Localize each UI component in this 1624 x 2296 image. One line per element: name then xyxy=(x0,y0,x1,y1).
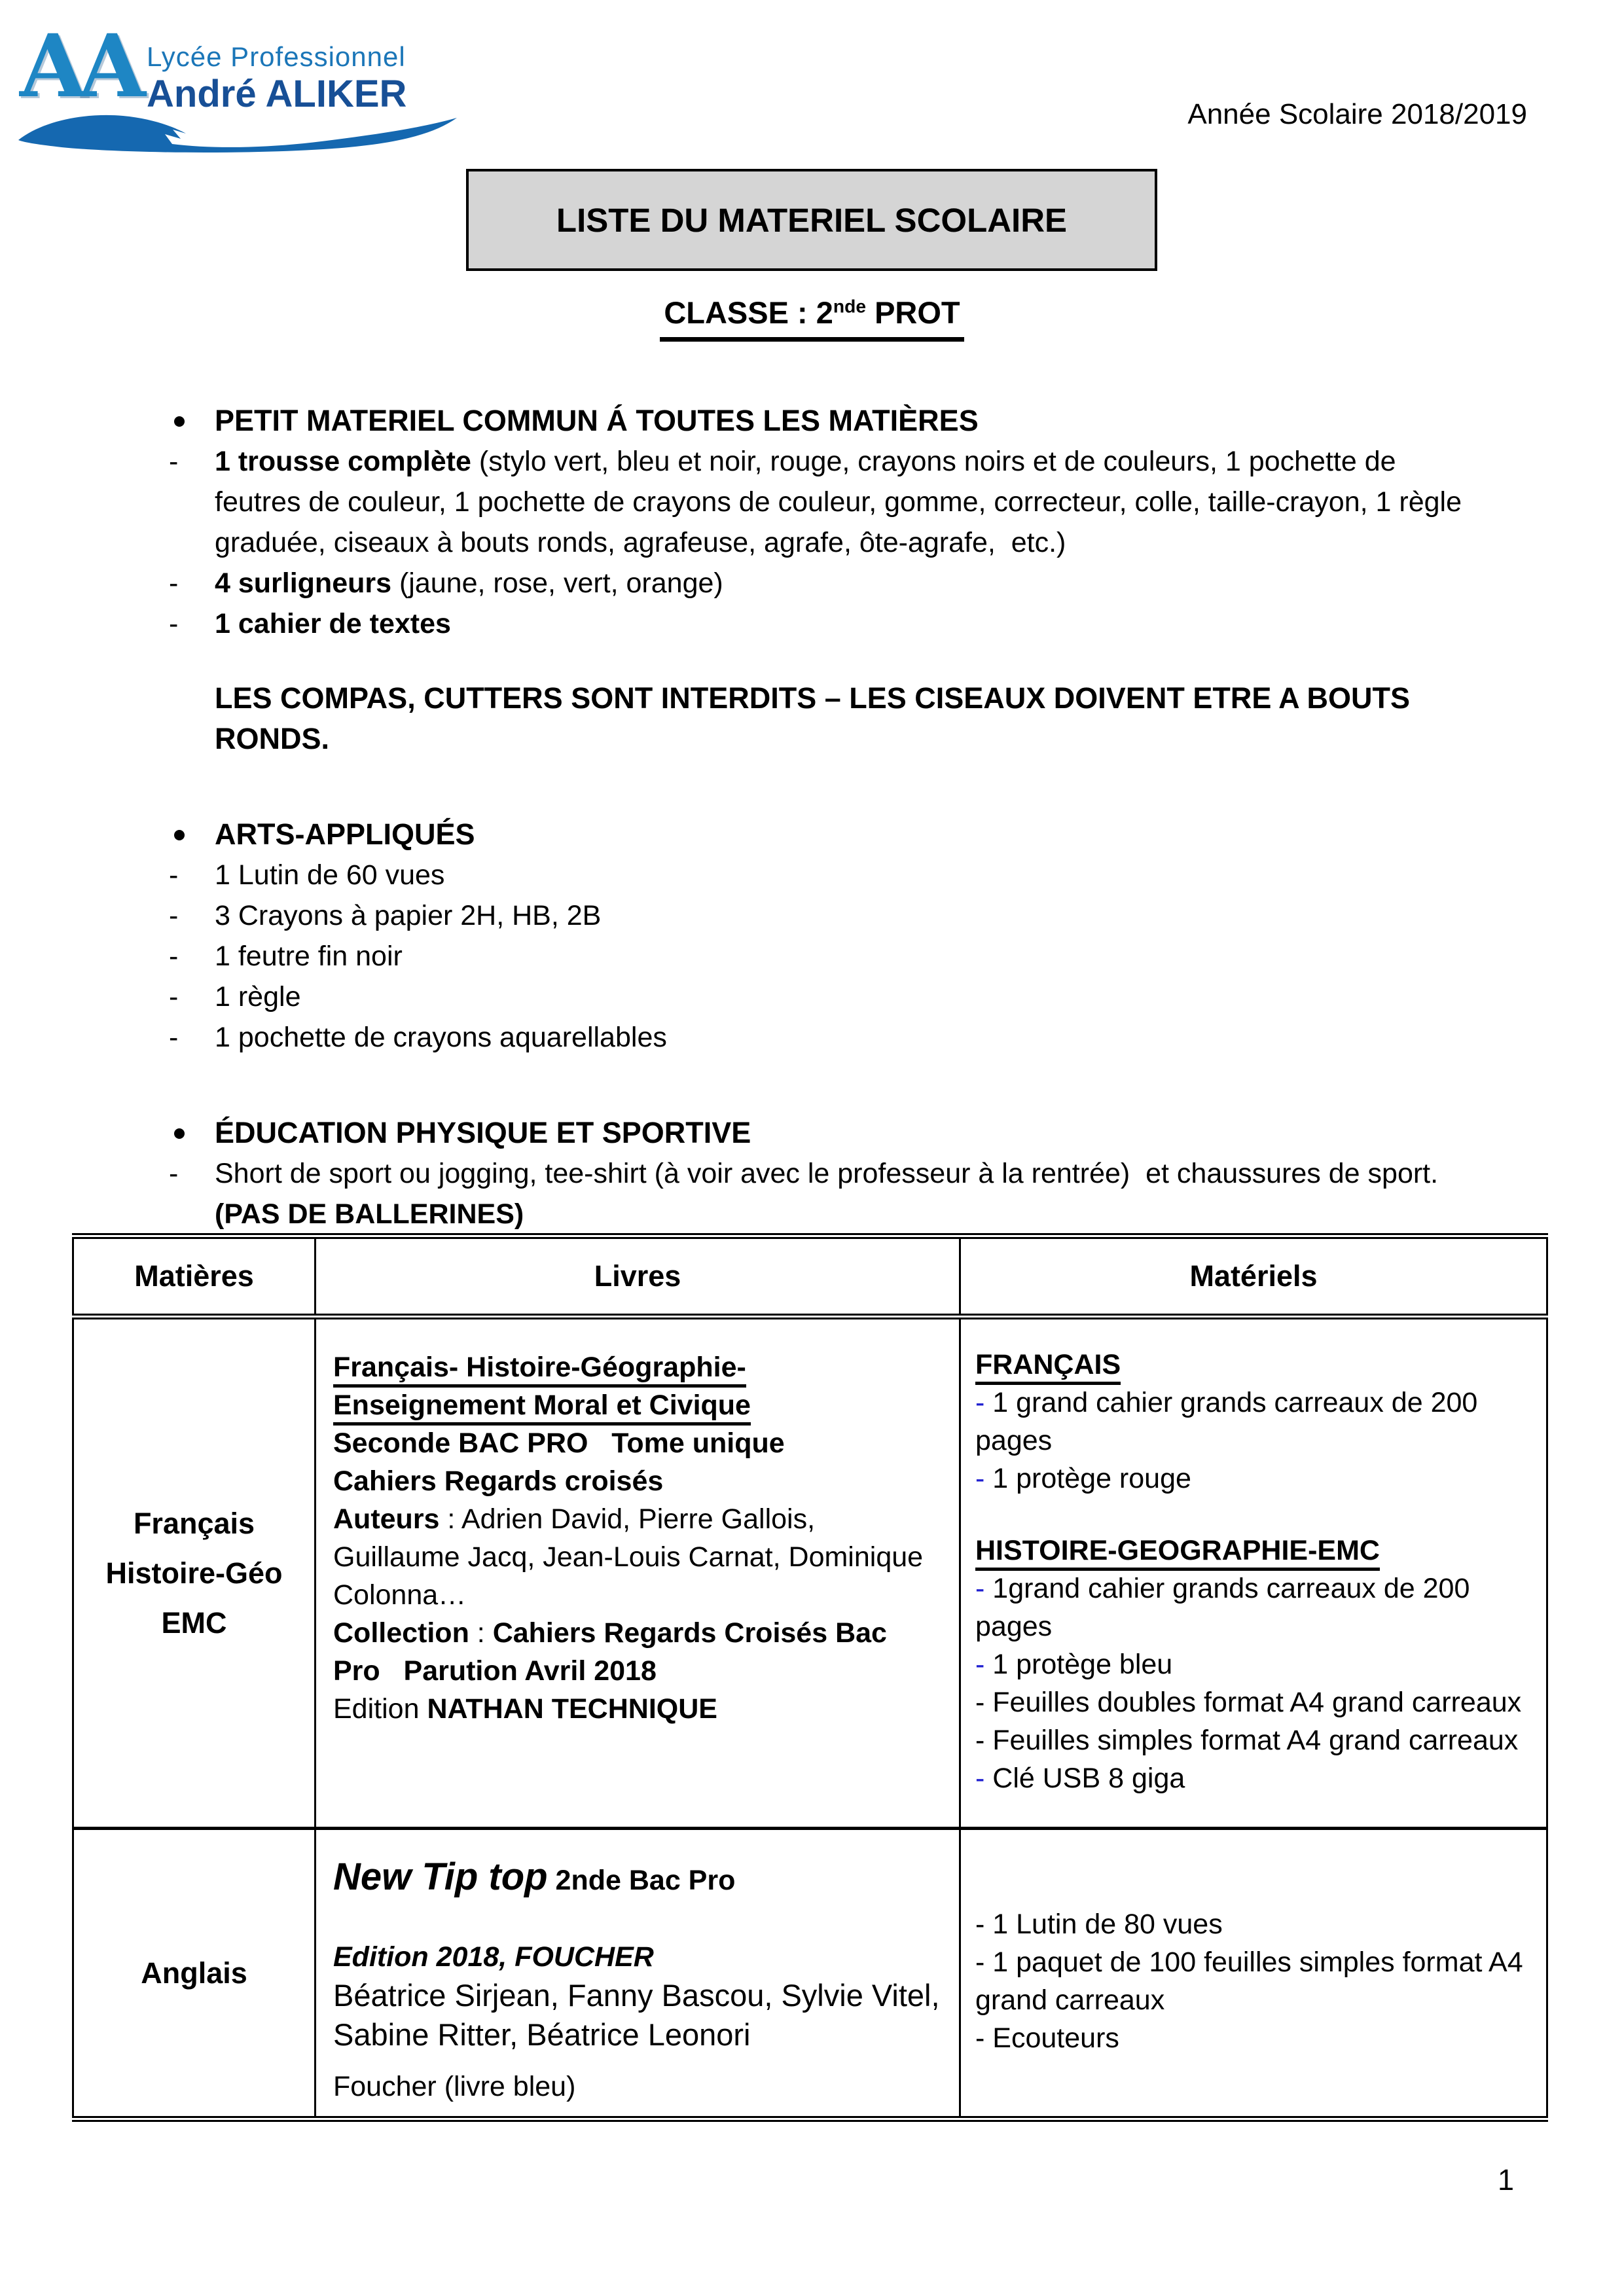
text: 1 protège bleu xyxy=(992,1649,1173,1680)
logo-text xyxy=(147,43,406,113)
text: 1 Lutin de 60 vues xyxy=(215,859,445,891)
text: Feuilles simples format A4 grand carreaux xyxy=(992,1725,1519,1756)
text: Enseignement Moral et Civique xyxy=(333,1390,751,1426)
text: EMC xyxy=(161,1605,227,1640)
cell-line xyxy=(333,1462,947,1500)
class-title xyxy=(660,295,964,342)
text: 1 protège rouge xyxy=(992,1463,1191,1494)
class-prefix: CLASSE : 2 xyxy=(664,295,833,330)
supplies-table xyxy=(72,1233,1548,2122)
section-heading xyxy=(164,1113,1470,1153)
cell-line xyxy=(333,1690,947,1728)
dash-icon: - xyxy=(975,1763,993,1794)
cell-line xyxy=(75,1554,314,1592)
dash-icon: - xyxy=(169,941,179,972)
logo-school-type: Lycée Professionnel xyxy=(147,41,406,72)
dash-icon: - xyxy=(169,900,179,931)
dash-icon: - xyxy=(169,859,179,891)
dash-icon: - xyxy=(975,1946,993,1978)
table-row xyxy=(73,1829,1547,2119)
list-item xyxy=(164,895,1470,936)
text: ARTS-APPLIQUÉS xyxy=(215,817,475,851)
text: 1 trousse complète (stylo vert, bleu et noir, rouge, crayons noirs et de couleurs, 1 pochette de feutres de couleur, 1 pochette de crayons de couleur, gomme, correcteur, colle, taille-crayon, 1 règle graduée, ciseaux à bouts ronds, agrafeuse, agrafe, ôte-agrafe, etc.) xyxy=(215,446,1462,558)
text: LES COMPAS, CUTTERS SONT INTERDITS – LES CISEAUX DOIVENT ETRE A BOUTS RONDS. xyxy=(215,681,1410,755)
list-item xyxy=(164,603,1470,644)
text: Foucher (livre bleu) xyxy=(333,2071,576,2102)
cell-line xyxy=(333,1424,947,1462)
bullet-icon xyxy=(174,416,185,427)
class-suffix: PROT xyxy=(866,295,960,330)
text: Edition 2018, FOUCHER xyxy=(333,1941,654,1973)
spacer xyxy=(333,1904,947,1938)
cell-line xyxy=(75,1604,314,1642)
cell-line xyxy=(333,1976,947,2054)
dash-icon: - xyxy=(975,1908,993,1940)
spacer xyxy=(975,1498,1537,1532)
dash-icon: - xyxy=(975,1649,993,1680)
text: Français- Histoire-Géographie- xyxy=(333,1352,746,1388)
cell-matiere xyxy=(73,1829,316,2119)
cell-materiels xyxy=(960,1317,1547,1829)
cell-line xyxy=(333,1386,947,1424)
text: Feuilles doubles format A4 grand carreaux xyxy=(992,1687,1522,1718)
list-item xyxy=(164,936,1470,977)
text: 1 règle xyxy=(215,981,301,1013)
dash-icon: - xyxy=(169,446,179,477)
cell-line xyxy=(975,1460,1537,1498)
bullet-icon xyxy=(174,1128,185,1139)
text: 1 feutre fin noir xyxy=(215,941,403,972)
cell-matiere xyxy=(73,1317,316,1829)
cell-line xyxy=(975,1683,1537,1721)
logo-swoosh-icon xyxy=(17,111,461,160)
class-ordinal-sup: nde xyxy=(833,295,867,317)
text: 1grand cahier grands carreaux de 200 pages xyxy=(975,1573,1470,1642)
class-line xyxy=(0,295,1624,342)
list-item xyxy=(164,1017,1470,1058)
cell-line xyxy=(333,1614,947,1690)
spacer xyxy=(333,2054,947,2068)
cell-line xyxy=(975,1384,1537,1460)
cell-line xyxy=(975,1721,1537,1759)
cell-line xyxy=(333,1348,947,1386)
list-item xyxy=(164,1153,1470,1234)
cell-line xyxy=(975,1570,1537,1645)
list-item xyxy=(164,855,1470,895)
cell-line xyxy=(333,1500,947,1614)
supplies-list xyxy=(164,401,1470,1234)
text: Cahiers Regards croisés xyxy=(333,1465,664,1497)
logo-school-name: André ALIKER xyxy=(147,73,407,115)
text: 1 Lutin de 80 vues xyxy=(992,1908,1223,1940)
list-item xyxy=(164,441,1470,563)
document-title: LISTE DU MATERIEL SCOLAIRE xyxy=(556,201,1068,239)
text: Béatrice Sirjean, Fanny Bascou, Sylvie Vitel, Sabine Ritter, Béatrice Leonori xyxy=(333,1978,940,2052)
cell-line xyxy=(975,2019,1537,2057)
text: 3 Crayons à papier 2H, HB, 2B xyxy=(215,900,602,931)
text: Seconde BAC PRO Tome unique xyxy=(333,1427,785,1459)
dash-icon: - xyxy=(975,1573,993,1604)
cell-line xyxy=(333,2068,947,2106)
cell-line xyxy=(975,1532,1537,1570)
document-title-box xyxy=(466,169,1157,271)
list-item xyxy=(164,977,1470,1017)
text: Ecouteurs xyxy=(992,2022,1119,2054)
table-header xyxy=(73,1236,1547,1317)
section-heading xyxy=(164,401,1470,441)
dash-icon: - xyxy=(169,608,179,639)
text: FRANÇAIS xyxy=(975,1349,1121,1385)
cell-line xyxy=(975,1645,1537,1683)
cell-line xyxy=(975,1905,1537,1943)
cell-line xyxy=(75,1954,314,1992)
cell-line xyxy=(975,1943,1537,2019)
text: Français xyxy=(133,1506,255,1540)
cell-line xyxy=(975,1759,1537,1797)
bullet-icon xyxy=(174,830,185,840)
column-header-matieres: Matières xyxy=(73,1236,316,1317)
text: PETIT MATERIEL COMMUN Á TOUTES LES MATIÈRES xyxy=(215,404,979,437)
cell-livres xyxy=(316,1317,960,1829)
text: HISTOIRE-GEOGRAPHIE-EMC xyxy=(975,1535,1380,1571)
dash-icon: - xyxy=(975,1387,993,1418)
text: Collection : Cahiers Regards Croisés Bac Pro Parution Avril 2018 xyxy=(333,1617,887,1687)
school-year: Année Scolaire 2018/2019 xyxy=(1187,98,1527,130)
text: Histoire-Géo xyxy=(105,1556,283,1590)
text: Auteurs : Adrien David, Pierre Gallois, Guillaume Jacq, Jean-Louis Carnat, Dominique Colonna… xyxy=(333,1503,924,1611)
dash-icon: - xyxy=(169,567,179,599)
text: 1 grand cahier grands carreaux de 200 pages xyxy=(975,1387,1478,1456)
column-header-materiels: Matériels xyxy=(960,1236,1547,1317)
text: Anglais xyxy=(141,1956,247,1990)
text: Edition NATHAN TECHNIQUE xyxy=(333,1693,717,1725)
dash-icon: - xyxy=(169,1158,179,1189)
text: 1 pochette de crayons aquarellables xyxy=(215,1022,667,1053)
text: 1 paquet de 100 feuilles simples format A4 grand carreaux xyxy=(975,1946,1523,2016)
table-header-row xyxy=(73,1236,1547,1317)
text: New Tip top 2nde Bac Pro xyxy=(333,1856,736,1898)
dash-icon: - xyxy=(975,1687,993,1718)
school-logo xyxy=(14,16,473,162)
dash-icon: - xyxy=(975,2022,993,2054)
cell-line xyxy=(333,1938,947,1976)
section-heading xyxy=(164,814,1470,855)
cell-livres xyxy=(316,1829,960,2119)
list-item xyxy=(164,563,1470,603)
text: Short de sport ou jogging, tee-shirt (à voir avec le professeur à la rentrée) et chaussures de sport. (PAS DE BALLERINES) xyxy=(215,1158,1439,1230)
column-header-livres: Livres xyxy=(316,1236,960,1317)
text: Clé USB 8 giga xyxy=(992,1763,1185,1794)
dash-icon: - xyxy=(975,1725,993,1756)
dash-icon: - xyxy=(169,981,179,1013)
cell-line xyxy=(75,1505,314,1543)
logo-monogram: AA xyxy=(20,16,138,117)
dash-icon: - xyxy=(975,1463,993,1494)
cell-materiels xyxy=(960,1829,1547,2119)
text: 1 cahier de textes xyxy=(215,608,451,639)
dash-icon: - xyxy=(169,1022,179,1053)
table-row xyxy=(73,1317,1547,1829)
cell-line xyxy=(975,1346,1537,1384)
text: ÉDUCATION PHYSIQUE ET SPORTIVE xyxy=(215,1116,751,1149)
text: 4 surligneurs (jaune, rose, vert, orange) xyxy=(215,567,723,599)
warning-note xyxy=(164,678,1470,759)
page-number: 1 xyxy=(1497,2163,1514,2197)
cell-line xyxy=(333,1854,947,1904)
